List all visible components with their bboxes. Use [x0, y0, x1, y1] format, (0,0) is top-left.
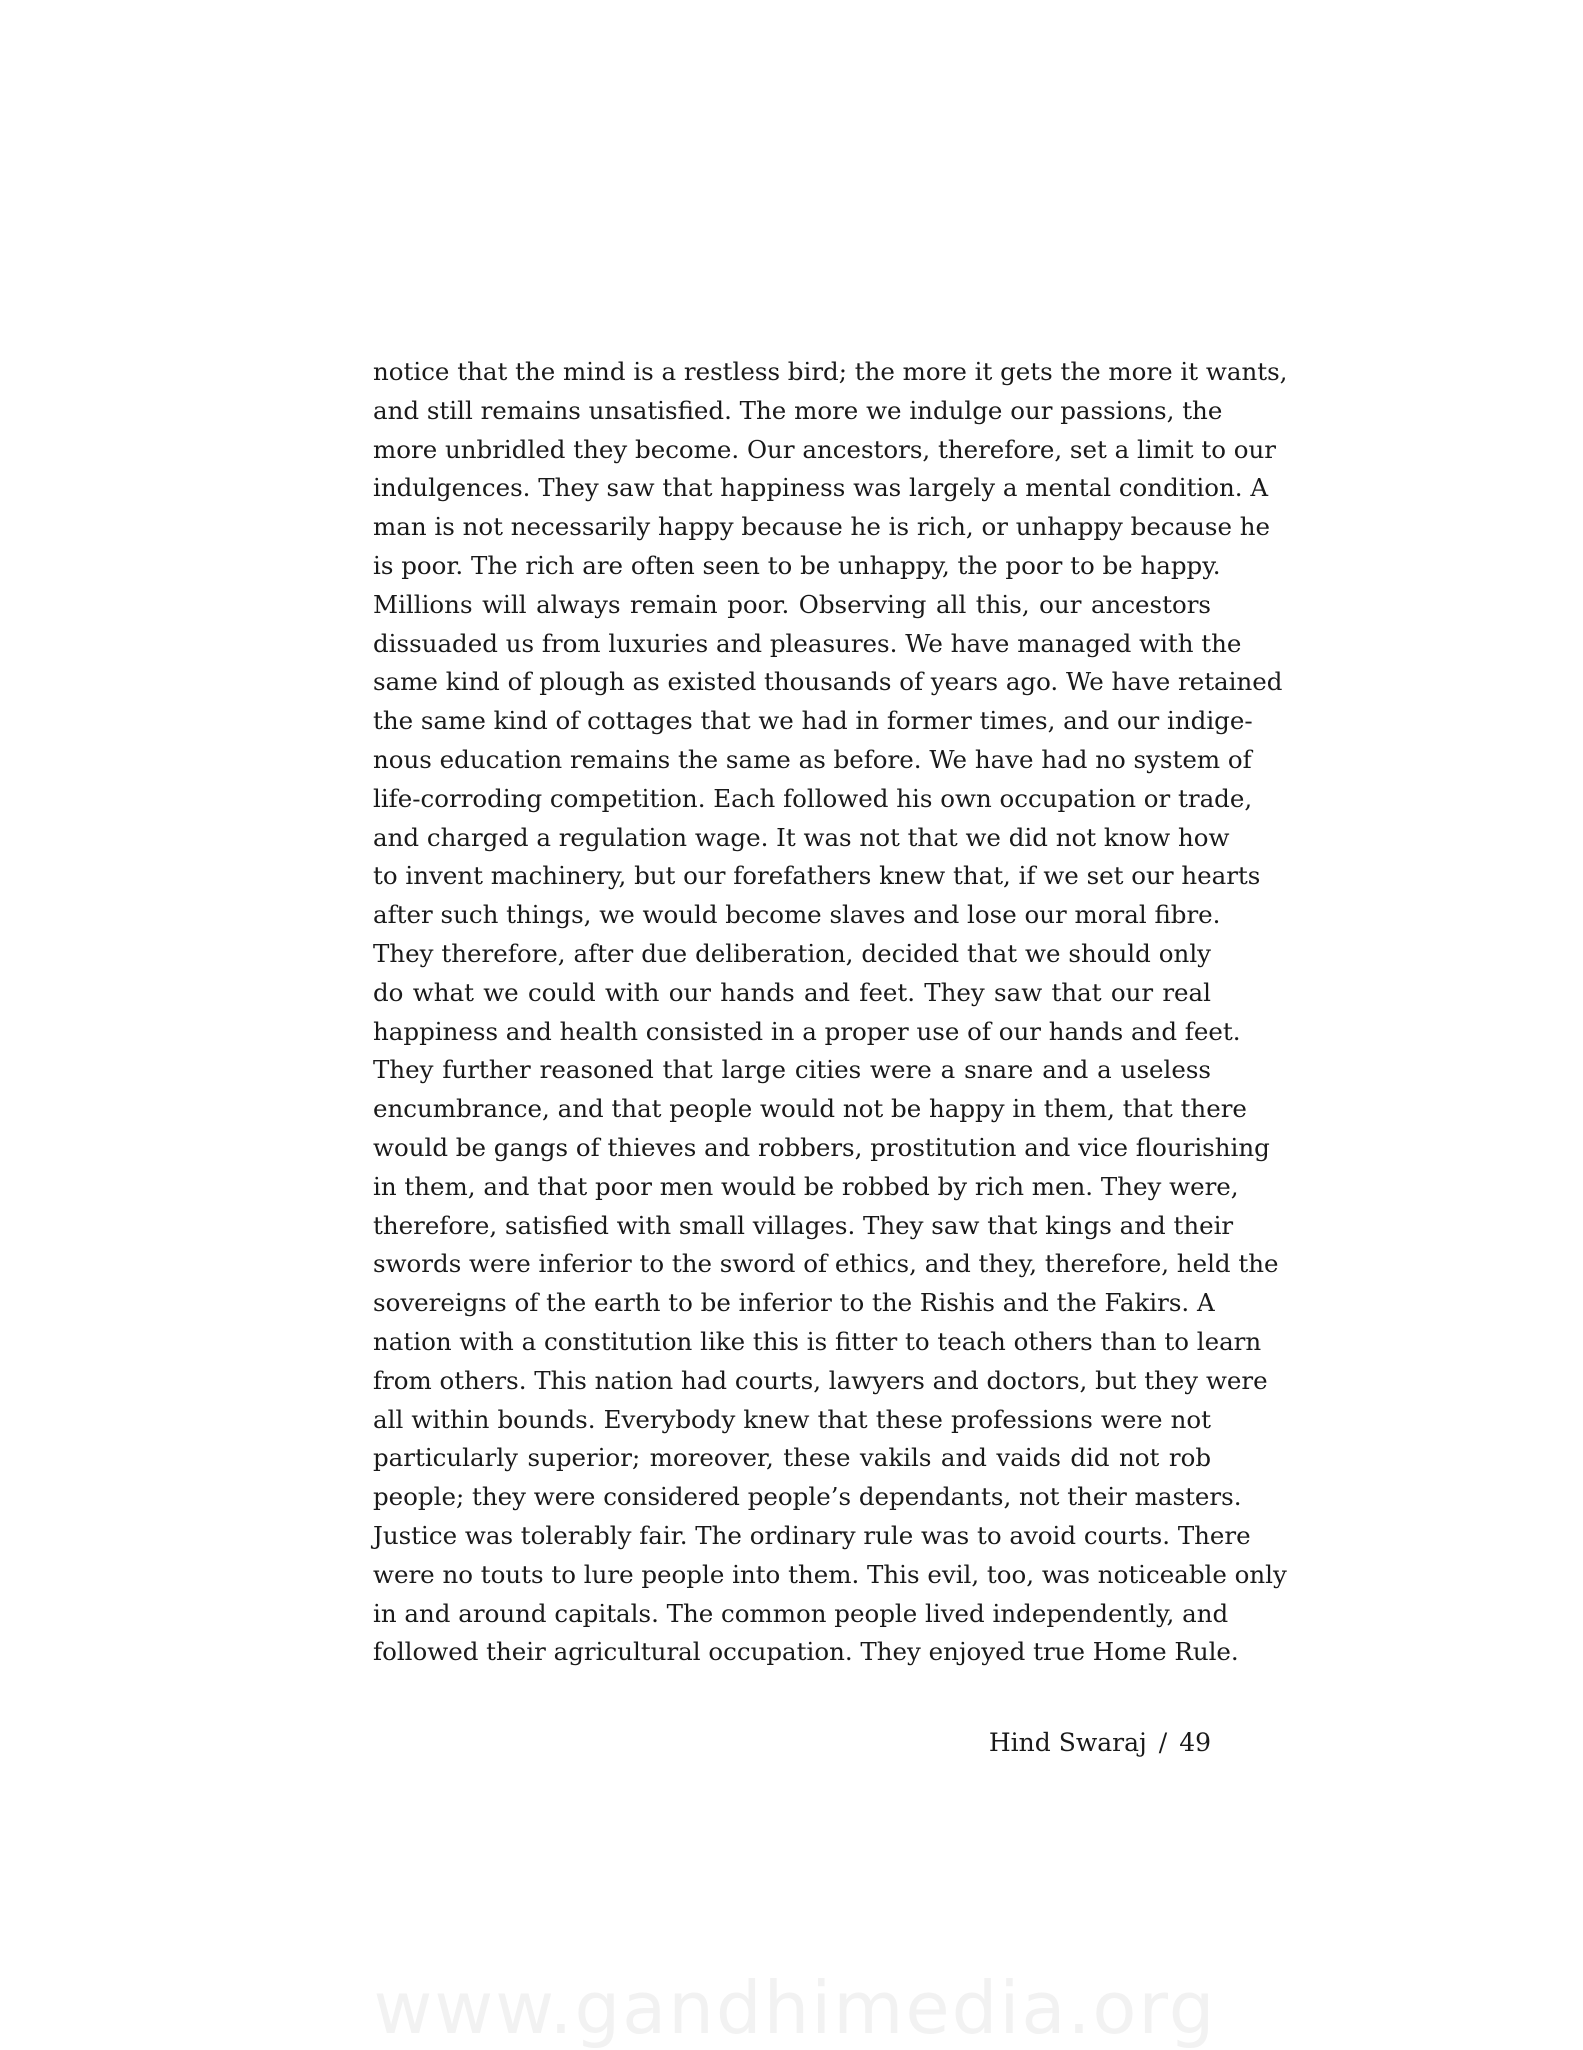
text-line: were no touts to lure people into them. This evil, too, was noticeable only: [373, 1559, 1287, 1589]
text-line: would be gangs of thieves and robbers, prostitution and vice flourishing: [373, 1132, 1270, 1162]
text-line: Justice was tolerably fair. The ordinary rule was to avoid courts. There: [373, 1520, 1251, 1550]
text-line: They further reasoned that large cities were a snare and a useless: [373, 1055, 1211, 1085]
footer-separator: /: [1158, 1728, 1168, 1757]
page-number: 49: [1179, 1728, 1211, 1757]
text-line: all within bounds. Everybody knew that these professions were not: [373, 1404, 1211, 1434]
text-line: particularly superior; moreover, these vakils and vaids did not rob: [373, 1443, 1211, 1473]
text-line: man is not necessarily happy because he is rich, or unhappy because he: [373, 512, 1271, 542]
text-line: notice that the mind is a restless bird; the more it gets the more it wants,: [373, 357, 1288, 386]
text-line: Millions will always remain poor. Observing all this, our ancestors: [373, 589, 1211, 619]
body-text: [373, 353, 1288, 1672]
text-line: more unbridled they become. Our ancestors, therefore, set a limit to our: [373, 434, 1277, 464]
text-line: They therefore, after due deliberation, decided that we should only: [373, 938, 1211, 968]
watermark: www.gandhimedia.org: [373, 1966, 1217, 2050]
text-line: nation with a constitution like this is fitter to teach others than to learn: [373, 1326, 1262, 1356]
text-line: in them, and that poor men would be robbed by rich men. They were,: [373, 1171, 1239, 1201]
text-line: and charged a regulation wage. It was not that we did not know how: [373, 822, 1230, 852]
text-line: and still remains unsatisfied. The more we indulge our passions, the: [373, 395, 1223, 425]
text-line: dissuaded us from luxuries and pleasures. We have managed with the: [373, 628, 1242, 658]
text-line: therefore, satisfied with small villages. They saw that kings and their: [373, 1210, 1234, 1240]
text-line: indulgences. They saw that happiness was largely a mental condition. A: [373, 473, 1269, 503]
text-line: same kind of plough as existed thousands of years ago. We have retained: [373, 667, 1283, 697]
running-footer: [900, 1726, 1211, 1760]
text-line: people; they were considered people’s dependants, not their masters.: [373, 1482, 1242, 1512]
text-line: from others. This nation had courts, lawyers and doctors, but they were: [373, 1365, 1268, 1395]
text-line: the same kind of cottages that we had in former times, and our indige-: [373, 706, 1253, 736]
text-line: do what we could with our hands and feet. They saw that our real: [373, 977, 1211, 1007]
text-line: sovereigns of the earth to be inferior to the Rishis and the Fakirs. A: [373, 1288, 1215, 1318]
text-line: swords were inferior to the sword of ethics, and they, therefore, held the: [373, 1249, 1279, 1279]
text-line: happiness and health consisted in a proper use of our hands and feet.: [373, 1016, 1241, 1046]
text-line: nous education remains the same as before. We have had no system of: [373, 744, 1252, 774]
text-line: to invent machinery, but our forefathers knew that, if we set our hearts: [373, 861, 1261, 891]
text-line: after such things, we would become slaves and lose our moral fibre.: [373, 900, 1221, 930]
text-line: encumbrance, and that people would not be happy in them, that there: [373, 1094, 1247, 1124]
text-line: in and around capitals. The common people lived independently, and: [373, 1598, 1229, 1628]
text-line: life-corroding competition. Each followed his own occupation or trade,: [373, 783, 1253, 813]
text-line-last: followed their agricultural occupation. They enjoyed true Home Rule.: [373, 1637, 1239, 1667]
text-line: is poor. The rich are often seen to be unhappy, the poor to be happy.: [373, 550, 1221, 580]
book-title: Hind Swaraj: [988, 1728, 1147, 1757]
